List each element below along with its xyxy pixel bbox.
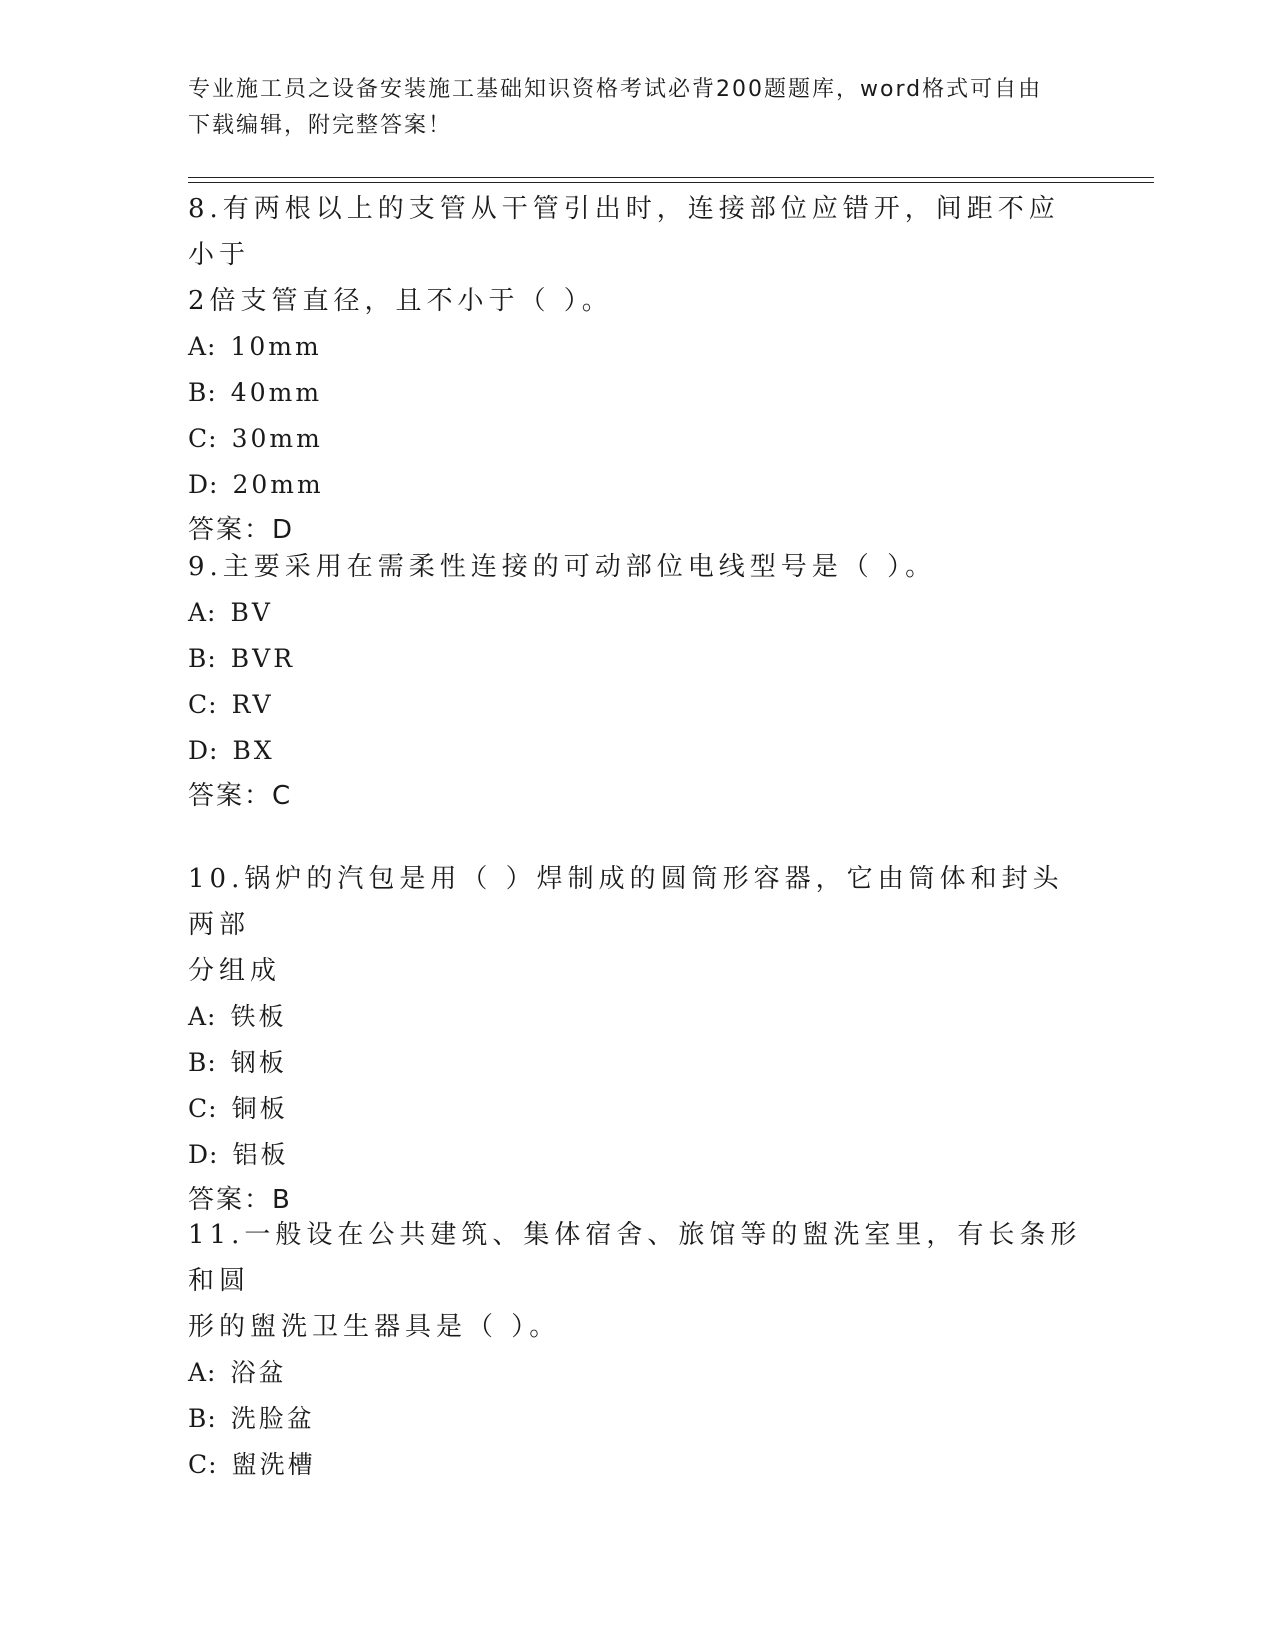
option-label: D:: [188, 470, 219, 499]
option-a: [188, 1350, 1088, 1396]
question-block: [188, 186, 1088, 552]
question-stem: [188, 186, 1088, 324]
option-d: [188, 1132, 1088, 1178]
question-block: [188, 1212, 1088, 1488]
question-stem-line: 8.有两根以上的支管从干管引出时，连接部位应错开，间距不应小于: [188, 194, 1060, 270]
answer-text: 答案：B: [188, 1185, 292, 1215]
header-divider-bottom: [188, 182, 1154, 183]
question-stem: [188, 544, 1088, 590]
option-b: [188, 1040, 1088, 1086]
option-text: 洗脸盆: [230, 1404, 315, 1433]
question-stem-line: 2倍支管直径，且不小于（ ）。: [188, 286, 613, 316]
option-b: [188, 370, 1088, 416]
question-stem: [188, 1212, 1088, 1350]
question-stem-line: 10.锅炉的汽包是用（ ）焊制成的圆筒形容器，它由筒体和封头两部: [188, 864, 1064, 940]
option-text: 铁板: [230, 1002, 287, 1031]
option-label: A:: [188, 332, 217, 361]
option-text: 10mm: [230, 332, 322, 361]
option-text: 浴盆: [230, 1358, 287, 1387]
option-b: [188, 636, 1088, 682]
option-c: [188, 1086, 1088, 1132]
option-label: B:: [188, 1048, 217, 1077]
option-a: [188, 994, 1088, 1040]
option-text: 铝板: [232, 1140, 289, 1169]
option-text: BX: [232, 736, 275, 765]
option-label: B:: [188, 1404, 217, 1433]
option-c: [188, 682, 1088, 728]
header-line-1: 专业施工员之设备安装施工基础知识资格考试必背200题题库，word格式可自由: [188, 77, 1043, 102]
option-c: [188, 416, 1088, 462]
option-text: 20mm: [232, 470, 324, 499]
option-label: C:: [188, 1094, 218, 1123]
option-a: [188, 324, 1088, 370]
option-label: A:: [188, 598, 217, 627]
option-label: C:: [188, 690, 218, 719]
option-label: B:: [188, 644, 217, 673]
question-stem-line: 分组成: [188, 956, 282, 986]
header-line-2: 下载编辑，附完整答案！: [188, 113, 453, 138]
option-label: A:: [188, 1358, 217, 1387]
option-b: [188, 1396, 1088, 1442]
option-label: C:: [188, 1450, 218, 1479]
question-stem-line: 9.主要采用在需柔性连接的可动部位电线型号是（ ）。: [188, 552, 937, 582]
option-text: 铜板: [231, 1094, 288, 1123]
answer-text: 答案：C: [188, 781, 293, 811]
option-label: C:: [188, 424, 218, 453]
header-divider-top: [188, 177, 1154, 178]
question-block: [188, 856, 1088, 1222]
option-text: RV: [231, 690, 274, 719]
option-text: 盥洗槽: [231, 1450, 316, 1479]
option-text: 40mm: [230, 378, 323, 407]
question-stem: [188, 856, 1088, 994]
option-d: [188, 462, 1088, 508]
option-text: 钢板: [230, 1048, 287, 1077]
option-label: A:: [188, 1002, 217, 1031]
option-label: D:: [188, 1140, 219, 1169]
option-c: [188, 1442, 1088, 1488]
question-stem-line: 形的盥洗卫生器具是（ ）。: [188, 1312, 561, 1342]
option-label: D:: [188, 736, 219, 765]
answer-text: 答案：D: [188, 515, 295, 545]
question-block: [188, 544, 1088, 818]
option-label: B:: [188, 378, 217, 407]
question-stem-line: 11.一般设在公共建筑、集体宿舍、旅馆等的盥洗室里，有长条形和圆: [188, 1220, 1082, 1296]
option-text: BV: [230, 598, 273, 627]
document-header: [188, 72, 1068, 144]
option-d: [188, 728, 1088, 774]
option-text: 30mm: [231, 424, 323, 453]
option-text: BVR: [230, 644, 296, 673]
option-a: [188, 590, 1088, 636]
